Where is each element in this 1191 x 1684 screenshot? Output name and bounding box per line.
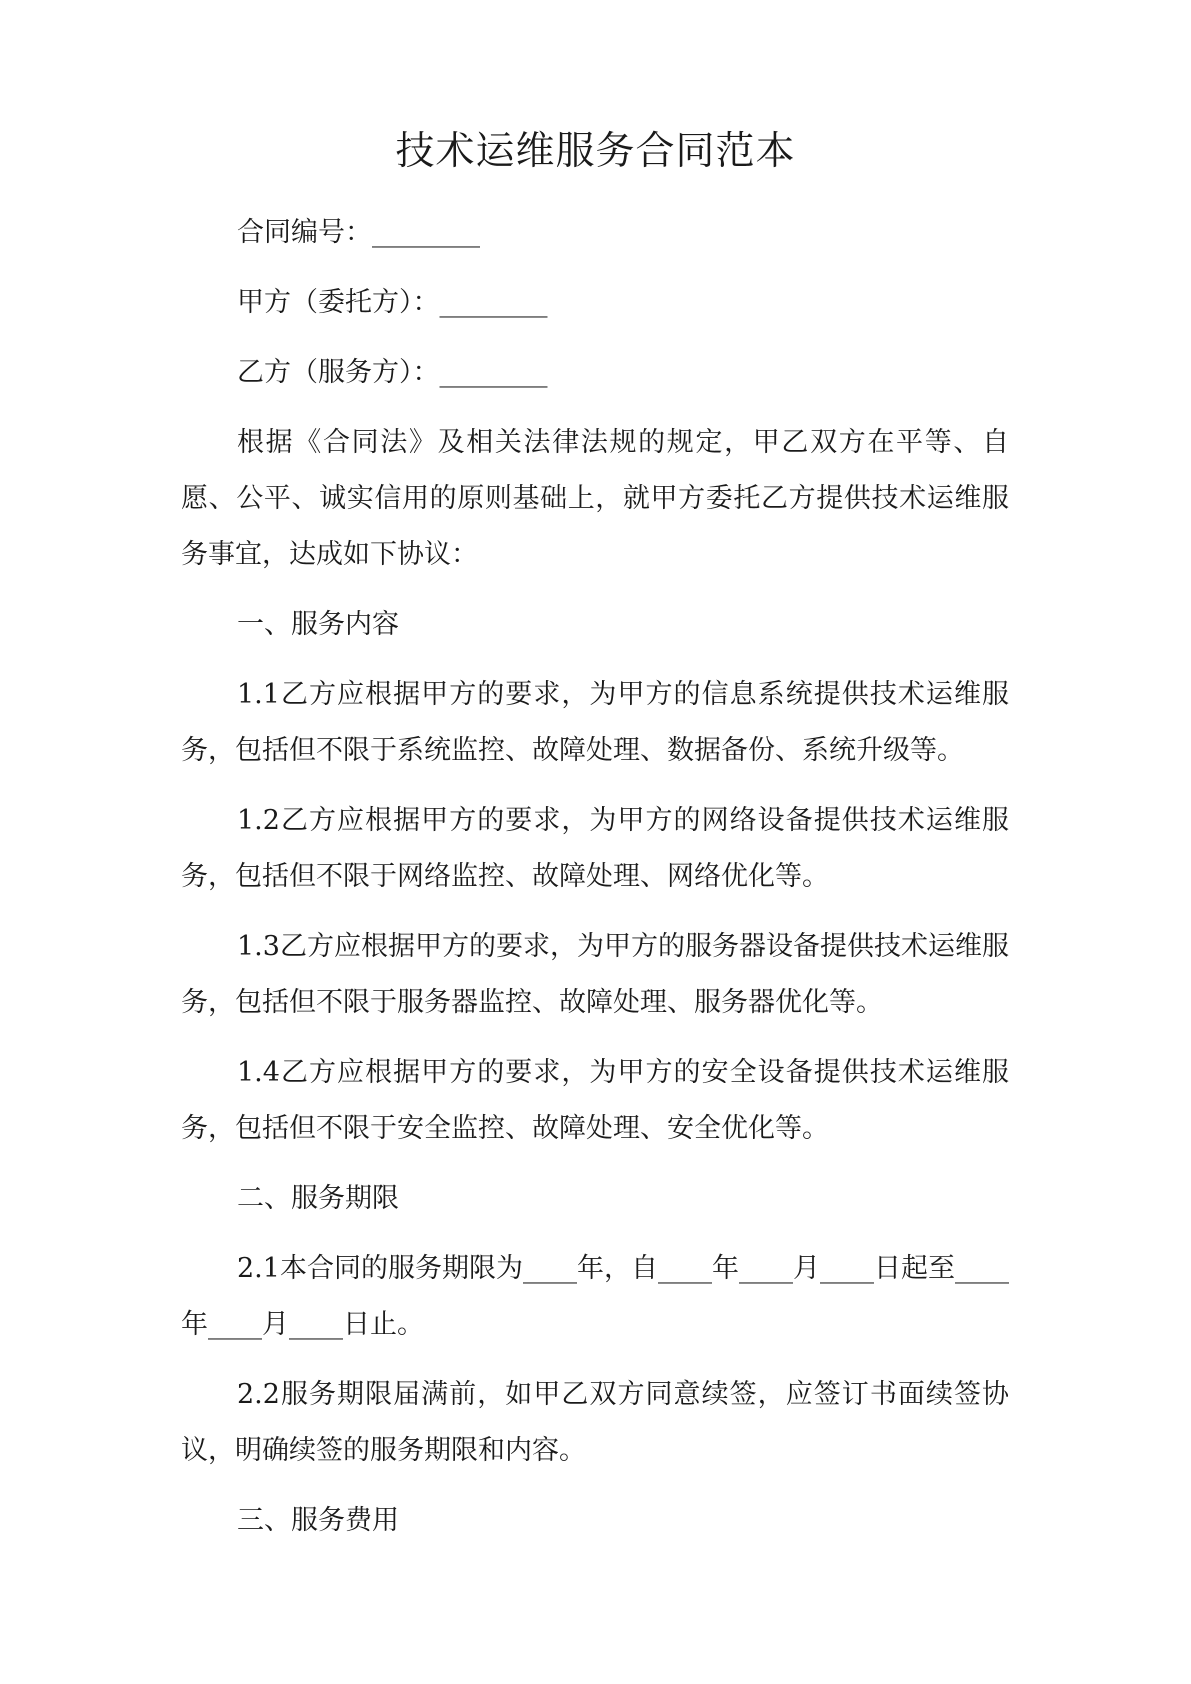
section-heading-service-fee: 三、服务费用 [237,1505,399,1536]
document-title: 技术运维服务合同范本 [395,129,796,174]
clause-1-3: 1.3乙方应根据甲方的要求，为甲方的服务器设备提供技术运维服务，包括但不限于服务器监控、故障处理、服务器优化等。 [181,931,1009,1018]
clause-1-2: 1.2乙方应根据甲方的要求，为甲方的网络设备提供技术运维服务，包括但不限于网络监控、故障处理、网络优化等。 [181,805,1009,892]
party-a-field: 甲方（委托方）：________ [237,287,548,318]
clause-2-1: 2.1本合同的服务期限为____年，自____年____月____日起至____年____月____日止。 [181,1253,1009,1340]
clause-1-4: 1.4乙方应根据甲方的要求，为甲方的安全设备提供技术运维服务，包括但不限于安全监控、故障处理、安全优化等。 [181,1057,1009,1144]
section-heading-service-term: 二、服务期限 [237,1183,399,1214]
clause-2-2: 2.2服务期限届满前，如甲乙双方同意续签，应签订书面续签协议，明确续签的服务期限和内容。 [181,1379,1009,1466]
party-b-field: 乙方（服务方）：________ [237,357,548,388]
document-body [181,205,1009,1563]
preamble-paragraph: 根据《合同法》及相关法律法规的规定，甲乙双方在平等、自愿、公平、诚实信用的原则基础上，就甲方委托乙方提供技术运维服务事宜，达成如下协议： [181,427,1009,570]
section-heading-service-content: 一、服务内容 [237,609,399,640]
contract-number-field: 合同编号：________ [237,217,480,248]
clause-1-1: 1.1乙方应根据甲方的要求，为甲方的信息系统提供技术运维服务，包括但不限于系统监控、故障处理、数据备份、系统升级等。 [181,679,1009,766]
